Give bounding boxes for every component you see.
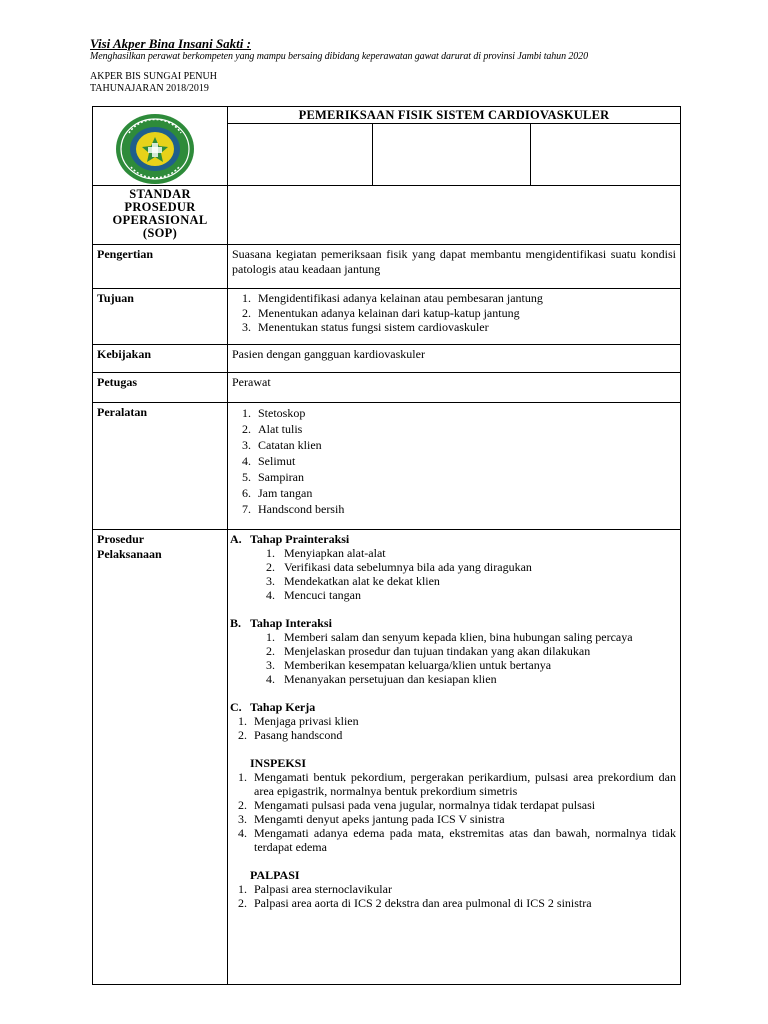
- list-item: 2. Mengamati pulsasi pada vena jugular, normalnya tidak terdapat pulsasi: [250, 798, 676, 812]
- list-item: 5. Sampiran: [254, 469, 676, 485]
- header-divider: [530, 123, 531, 185]
- sop-label-line: PROSEDUR: [124, 200, 196, 214]
- logo-cell: [93, 107, 228, 186]
- institution-name: AKPER BIS SUNGAI PENUH: [90, 71, 217, 82]
- list-item: 2. Pasang handscond: [250, 728, 676, 742]
- section-title: Tahap Kerja: [250, 700, 316, 714]
- section-c-heading: [230, 700, 676, 714]
- section-a-heading: [230, 532, 676, 546]
- inspeksi-list: [230, 770, 676, 854]
- akper-logo-icon: [115, 113, 195, 185]
- visi-text: Menghasilkan perawat berkompeten yang mampu bersaing dibidang keperawatan gawat darurat di provinsi Jambi tahun 2020: [90, 51, 588, 62]
- tujuan-list: [232, 291, 676, 335]
- prosedur-content: [228, 530, 681, 985]
- list-item: 4. Selimut: [254, 453, 676, 469]
- section-letter: B.: [230, 616, 242, 630]
- list-item: 1. Mengamati bentuk pekordium, pergerakan perikardium, pulsasi area prekordium dan area epigastrik, normalnya bentuk prekordium simetris: [250, 770, 676, 798]
- section-title: Tahap Prainteraksi: [250, 532, 350, 546]
- institution-block: [90, 71, 217, 95]
- prosedur-label-line: Pelaksanaan: [97, 547, 162, 561]
- list-item: 3. Catatan klien: [254, 437, 676, 453]
- list-item: 2. Alat tulis: [254, 421, 676, 437]
- list-item: 1. Mengidentifikasi adanya kelainan atau pembesaran jantung: [254, 291, 676, 306]
- petugas-text: Perawat: [228, 373, 681, 403]
- section-letter: A.: [230, 532, 242, 546]
- list-item: 3. Menentukan status fungsi sistem cardiovaskuler: [254, 320, 676, 335]
- sop-label-line: STANDAR: [129, 187, 191, 201]
- kerja-list: [230, 714, 676, 742]
- tujuan-label: Tujuan: [93, 289, 228, 345]
- academic-year: TAHUNAJARAN 2018/2019: [90, 83, 209, 94]
- document-title: PEMERIKSAAN FISIK SISTEM CARDIOVASKULER: [298, 108, 610, 122]
- list-item: 1. Menyiapkan alat-alat: [278, 546, 676, 560]
- list-item: 3. Mendekatkan alat ke dekat klien: [278, 574, 676, 588]
- petugas-row: [93, 373, 681, 403]
- pengertian-label: Pengertian: [93, 245, 228, 289]
- peralatan-list: [232, 405, 676, 517]
- section-title: Tahap Interaksi: [250, 616, 332, 630]
- peralatan-label: Peralatan: [93, 403, 228, 530]
- prosedur-label: [93, 530, 228, 985]
- list-item: 3. Memberikan kesempatan keluarga/klien untuk bertanya: [278, 658, 676, 672]
- list-item: 2. Palpasi area aorta di ICS 2 dekstra dan area pulmonal di ICS 2 sinistra: [250, 896, 676, 910]
- visi-title: Visi Akper Bina Insani Sakti :: [90, 36, 251, 51]
- list-item: 1. Memberi salam dan senyum kepada klien, bina hubungan saling percaya: [278, 630, 676, 644]
- interaksi-list: [230, 630, 676, 686]
- sop-table: [92, 106, 681, 985]
- petugas-label: Petugas: [93, 373, 228, 403]
- list-item: 2. Menjelaskan prosedur dan tujuan tindakan yang akan dilakukan: [278, 644, 676, 658]
- list-item: 1. Palpasi area sternoclavikular: [250, 882, 676, 896]
- kebijakan-row: [93, 345, 681, 373]
- list-item: 1. Stetoskop: [254, 405, 676, 421]
- list-item: 4. Mencuci tangan: [278, 588, 676, 602]
- section-letter: C.: [230, 700, 242, 714]
- list-item: 2. Verifikasi data sebelumnya bila ada yang diragukan: [278, 560, 676, 574]
- list-item: 7. Handscond bersih: [254, 501, 676, 517]
- pengertian-row: [93, 245, 681, 289]
- sop-empty-cell: [228, 186, 681, 245]
- section-b-heading: [230, 616, 676, 630]
- pengertian-text: Suasana kegiatan pemeriksaan fisik yang dapat membantu mengidentifikasi suatu kondisi patologis atau keadaan jantung: [228, 245, 681, 289]
- list-item: 4. Mengamati adanya edema pada mata, ekstremitas atas dan bawah, normalnya tidak terdapat edema: [250, 826, 676, 854]
- sop-label-row: [93, 186, 681, 245]
- table-header-row: [93, 107, 681, 186]
- peralatan-row: [93, 403, 681, 530]
- title-cell: [228, 107, 681, 186]
- list-item: 4. Menanyakan persetujuan dan kesiapan klien: [278, 672, 676, 686]
- peralatan-content: [228, 403, 681, 530]
- kebijakan-text: Pasien dengan gangguan kardiovaskuler: [228, 345, 681, 373]
- prosedur-row: [93, 530, 681, 985]
- list-item: 2. Menentukan adanya kelainan dari katup-katup jantung: [254, 306, 676, 321]
- sop-label-line: (SOP): [142, 226, 178, 240]
- list-item: 3. Mengamti denyut apeks jantung pada ICS V sinistra: [250, 812, 676, 826]
- kebijakan-label: Kebijakan: [93, 345, 228, 373]
- tujuan-row: [93, 289, 681, 345]
- header-divider: [372, 123, 373, 185]
- list-item: 6. Jam tangan: [254, 485, 676, 501]
- prainteraksi-list: [230, 546, 676, 602]
- palpasi-list: [230, 882, 676, 910]
- palpasi-heading: PALPASI: [250, 868, 300, 882]
- inspeksi-heading: INSPEKSI: [250, 756, 307, 770]
- list-item: 1. Menjaga privasi klien: [250, 714, 676, 728]
- tujuan-content: [228, 289, 681, 345]
- sop-label-cell: [93, 186, 228, 245]
- prosedur-label-line: Prosedur: [97, 532, 145, 546]
- sop-label-line: OPERASIONAL: [112, 213, 208, 227]
